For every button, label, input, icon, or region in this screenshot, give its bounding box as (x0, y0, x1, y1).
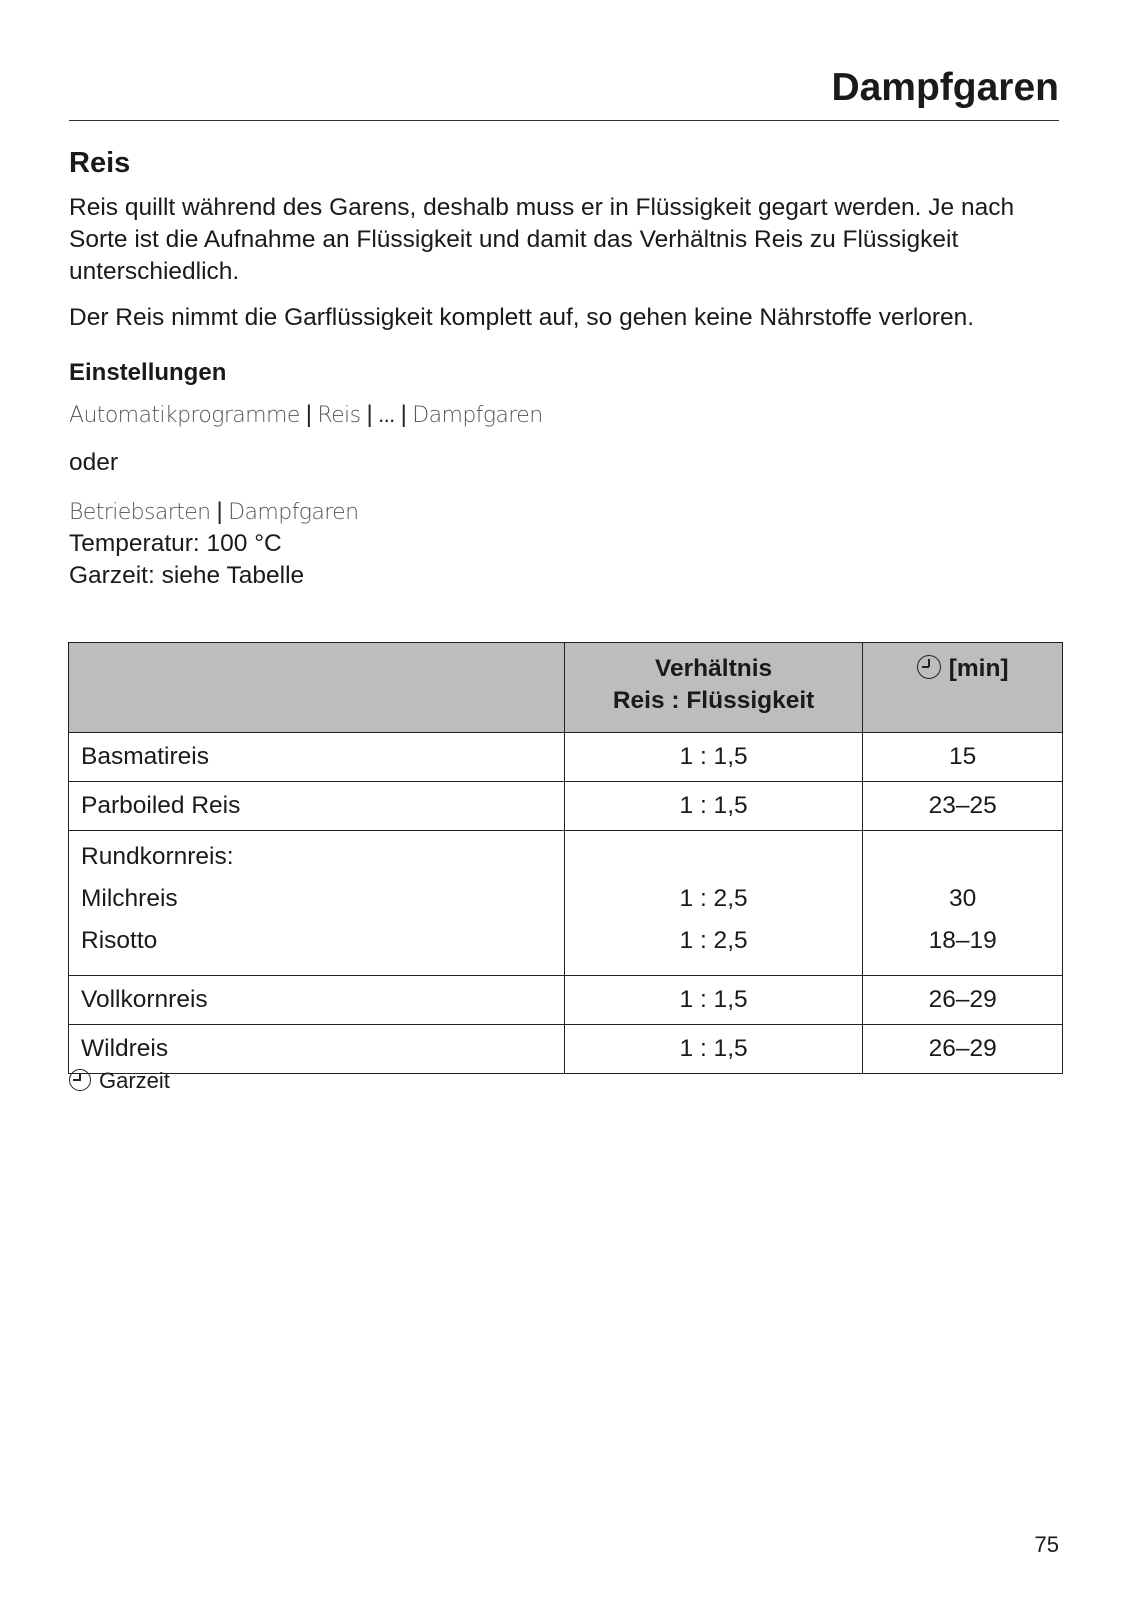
rice-time: 26–29 (863, 976, 1063, 1025)
rice-ratio: 1 : 2,5 (679, 885, 748, 912)
temperature-text: Temperatur: 100 °C (69, 530, 282, 557)
table-row (69, 1025, 1063, 1074)
rice-ratio: 1 : 1,5 (564, 1025, 862, 1074)
page-header (69, 60, 1059, 121)
settings-heading: Einstellungen (69, 359, 227, 386)
rice-time: 26–29 (863, 1025, 1063, 1074)
rice-group-time-cell (863, 831, 1063, 976)
clock-icon (69, 1069, 91, 1091)
main-content (69, 146, 1059, 592)
table-row (69, 733, 1063, 782)
settings-path-modes (69, 497, 1059, 528)
section-title: Reis (69, 147, 131, 179)
clock-icon (917, 655, 941, 679)
rice-time: 15 (863, 733, 1063, 782)
nutrient-paragraph: Der Reis nimmt die Garflüssigkeit komplett auf, so gehen keine Nährstoffe verloren. (69, 304, 975, 331)
or-text: oder (69, 449, 119, 476)
header-time-label: [min] (948, 655, 1009, 682)
rice-time: 30 (949, 885, 977, 912)
header-cell-ratio (564, 643, 862, 733)
header-ratio-line1: Verhältnis (655, 655, 773, 682)
rice-time: 18–19 (928, 927, 997, 954)
rice-ratio: 1 : 1,5 (564, 976, 862, 1025)
rice-ratio: 1 : 1,5 (564, 733, 862, 782)
legend-text: Garzeit (99, 1068, 170, 1093)
intro-paragraph: Reis quillt während des Garens, deshalb muss er in Flüssigkeit gegart werden. Je nach Sorte ist die Aufnahme an Flüssigkeit und damit das Verhältnis Reis zu Flüssigkeit unterschiedlich. (69, 194, 1015, 285)
settings-path-auto (69, 400, 1059, 431)
path-item: ... (378, 402, 395, 427)
header-ratio-line2: Reis : Flüssigkeit (612, 687, 815, 714)
path-separator: | (305, 401, 312, 428)
header-cell-time (863, 643, 1063, 733)
path-item: Reis (317, 403, 361, 428)
rice-group-label: Rundkornreis: (81, 843, 234, 870)
table-header-row (69, 643, 1063, 733)
rice-group-cell (69, 831, 565, 976)
rice-ratio: 1 : 1,5 (564, 782, 862, 831)
path-separator: | (366, 401, 373, 428)
rice-table (68, 642, 1063, 1074)
path-item: Dampfgaren (228, 500, 359, 525)
page-number: 75 (1034, 1532, 1059, 1557)
rice-type: Risotto (81, 927, 158, 954)
rice-type: Wildreis (69, 1025, 565, 1074)
rice-group-ratio-cell (564, 831, 862, 976)
cooking-time-text: Garzeit: siehe Tabelle (69, 562, 305, 589)
rice-time: 23–25 (863, 782, 1063, 831)
path-item: Dampfgaren (412, 403, 543, 428)
chapter-title: Dampfgaren (831, 66, 1059, 109)
rice-type: Milchreis (81, 885, 178, 912)
rice-type: Basmatireis (69, 733, 565, 782)
path-item: Betriebsarten (69, 500, 211, 525)
rice-type: Parboiled Reis (69, 782, 565, 831)
table-row (69, 782, 1063, 831)
rice-ratio: 1 : 2,5 (679, 927, 748, 954)
table-legend (69, 1066, 170, 1096)
path-separator: | (216, 498, 223, 525)
path-separator: | (400, 401, 407, 428)
rice-type: Vollkornreis (69, 976, 565, 1025)
path-item: Automatikprogramme (69, 403, 300, 428)
table-row-group (69, 831, 1063, 976)
header-cell-type (69, 643, 565, 733)
table-row (69, 976, 1063, 1025)
